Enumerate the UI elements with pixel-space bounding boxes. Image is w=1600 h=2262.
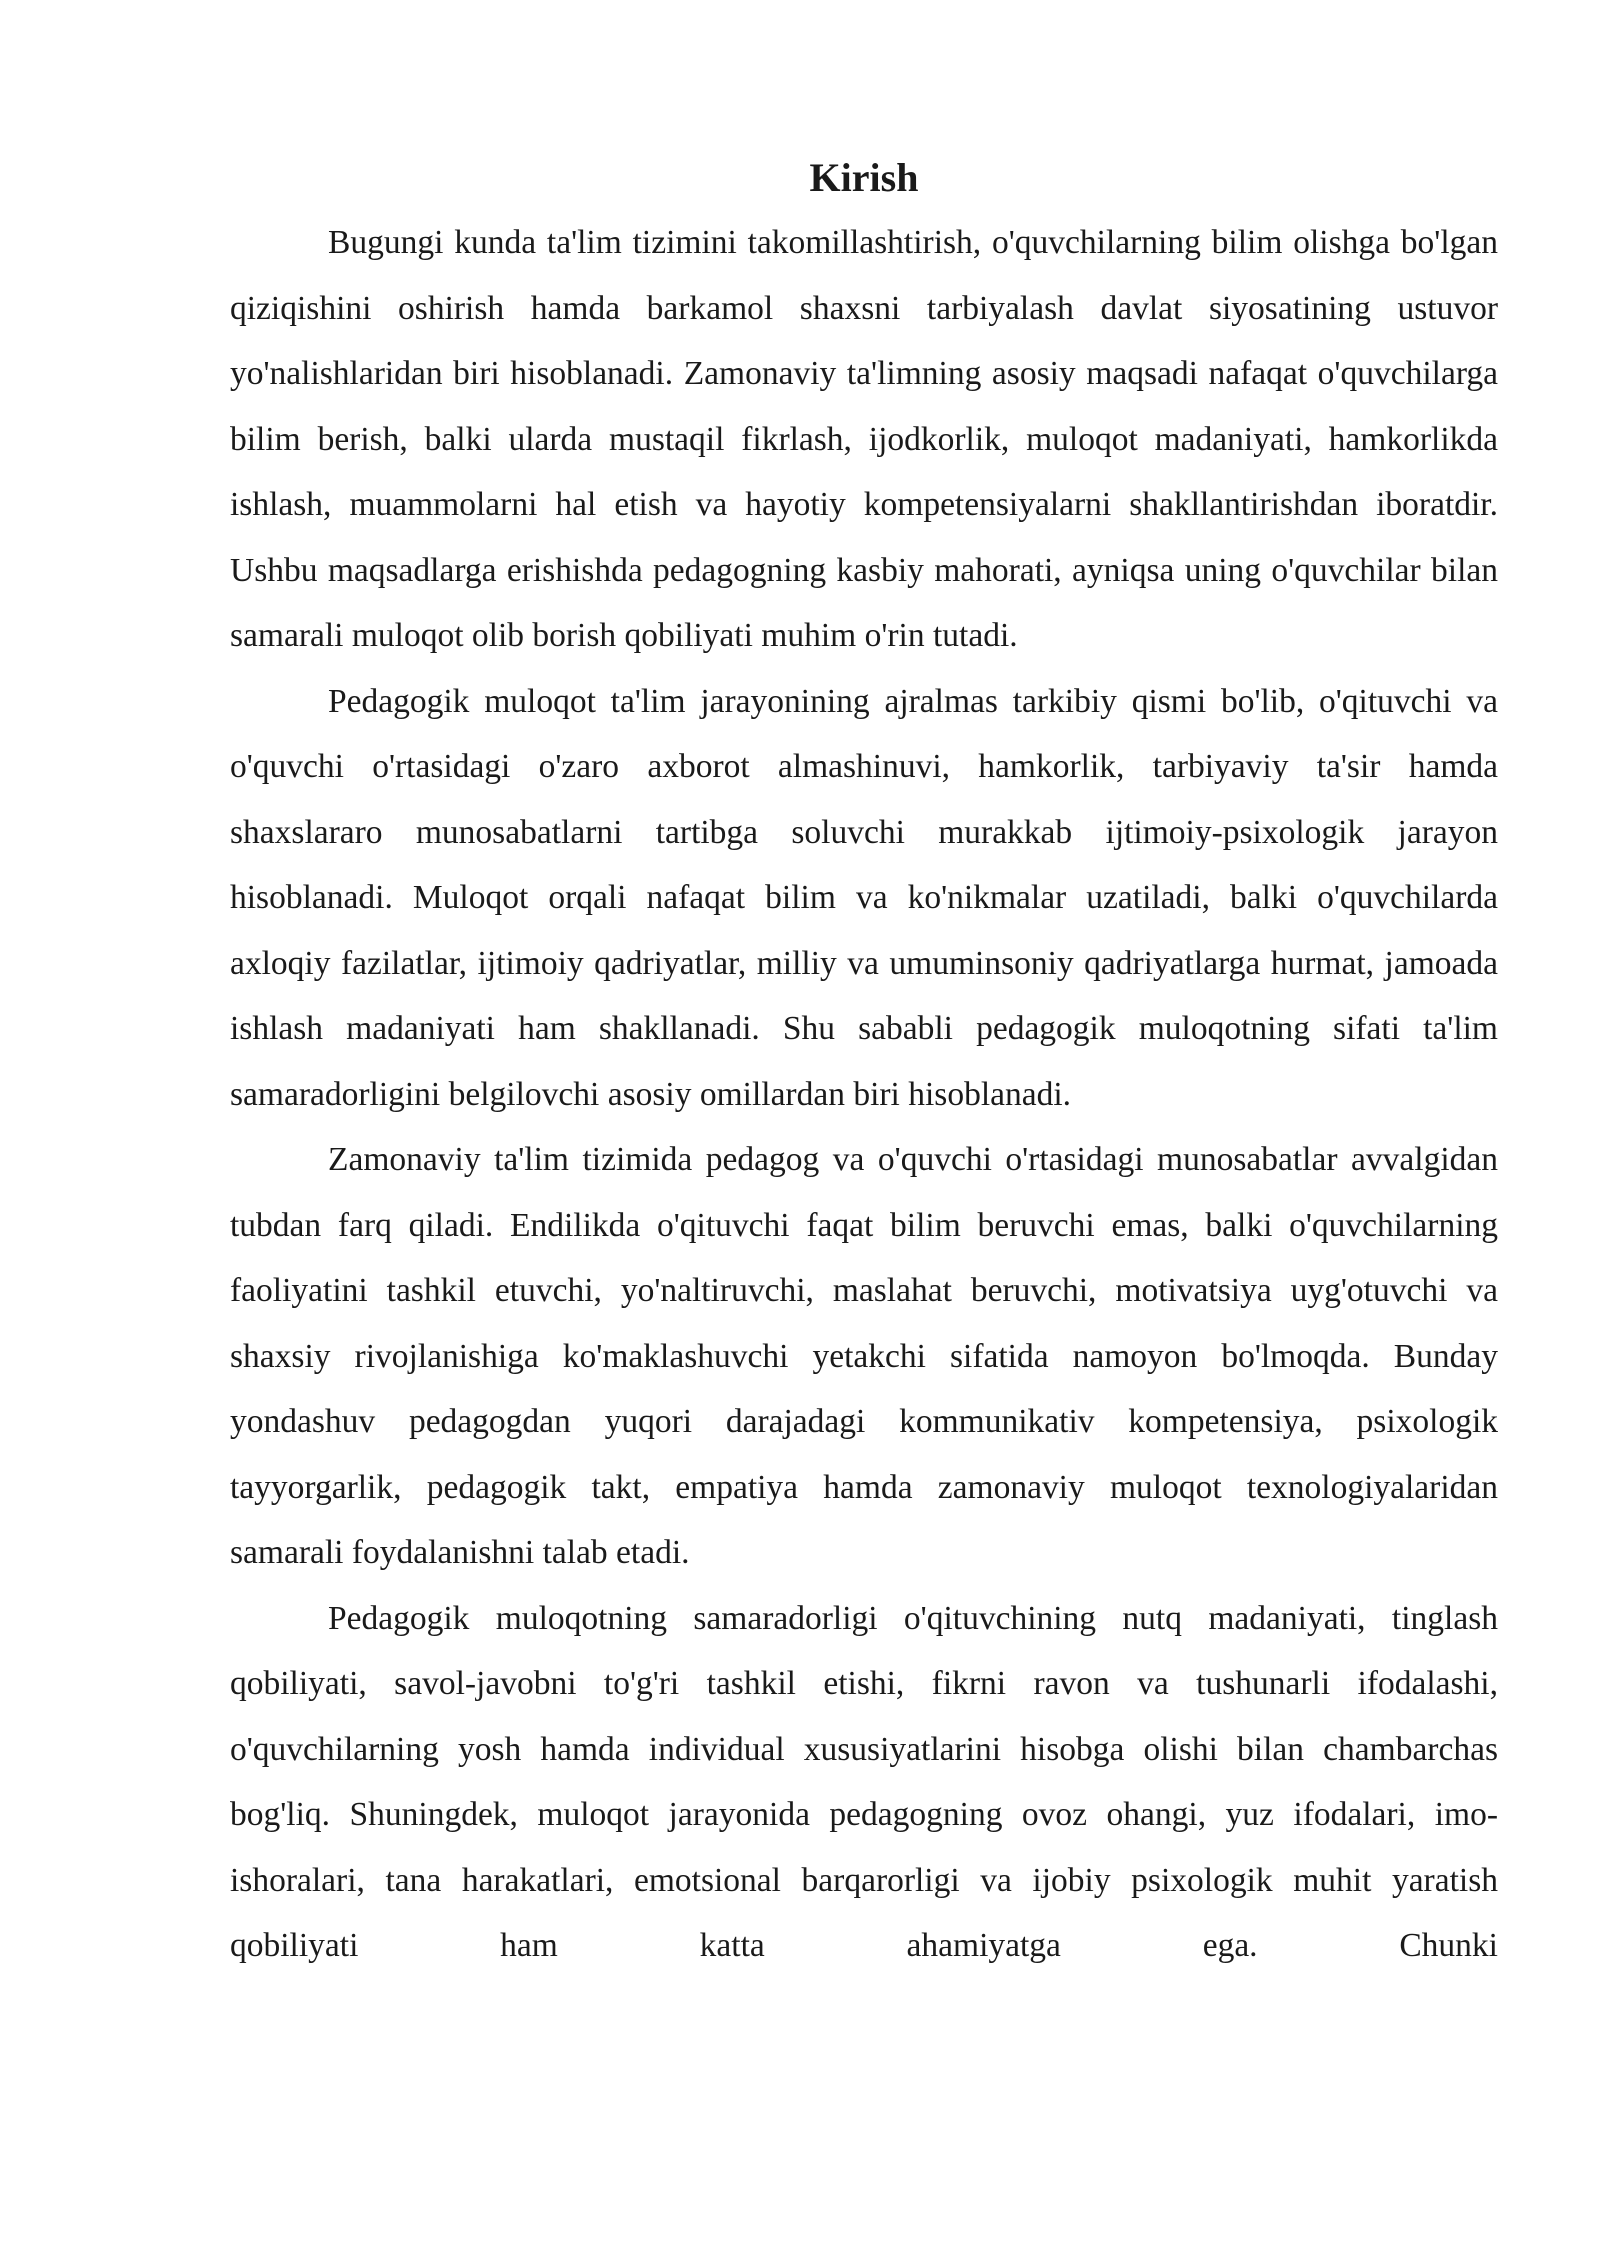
document-title: Kirish bbox=[809, 155, 919, 200]
paragraph-2: Pedagogik muloqot ta'lim jarayonining ajralmas tarkibiy qismi bo'lib, o'qituvchi va o'quvchi o'rtasidagi o'zaro axborot almashinuvi, hamkorlik, tarbiyaviy ta'sir hamda shaxslararo munosabatlarni tartibga soluvchi murakkab ijtimoiy-psixologik jarayon hisoblanadi. Muloqot orqali nafaqat bilim va ko'nikmalar uzatiladi, balki o'quvchilarda axloqiy fazilatlar, ijtimoiy qadriyatlar, milliy va umuminsoniy qadriyatlarga hurmat, jamoada ishlash madaniyati ham shakllanadi. Shu sababli pedagogik muloqotning sifati ta'lim samaradorligini belgilovchi asosiy omillardan biri hisoblanadi. bbox=[230, 682, 1498, 1113]
document-page bbox=[230, 148, 1498, 1979]
paragraph-1: Bugungi kunda ta'lim tizimini takomillashtirish, o'quvchilarning bilim olishga bo'lgan qiziqishini oshirish hamda barkamol shaxsni tarbiyalash davlat siyosatining ustuvor yo'nalishlaridan biri hisoblanadi. Zamonaviy ta'limning asosiy maqsadi nafaqat o'quvchilarga bilim berish, balki ularda mustaqil fikrlash, ijodkorlik, muloqot madaniyati, hamkorlikda ishlash, muammolarni hal etish va hayotiy kompetensiyalarni shakllantirishdan iboratdir. Ushbu maqsadlarga erishishda pedagogning kasbiy mahorati, ayniqsa uning o'quvchilar bilan samarali muloqot olib borish qobiliyati muhim o'rin tutadi. bbox=[230, 224, 1498, 654]
paragraph-3: Zamonaviy ta'lim tizimida pedagog va o'quvchi o'rtasidagi munosabatlar avvalgidan tubdan farq qiladi. Endilikda o'qituvchi faqat bilim beruvchi emas, balki o'quvchilarning faoliyatini tashkil etuvchi, yo'naltiruvchi, maslahat beruvchi, motivatsiya uyg'otuvchi va shaxsiy rivojlanishiga ko'maklashuvchi yetakchi sifatida namoyon bo'lmoqda. Bunday yondashuv pedagogdan yuqori darajadagi kommunikativ kompetensiya, psixologik tayyorgarlik, pedagogik takt, empatiya hamda zamonaviy muloqot texnologiyalaridan samarali foydalanishni talab etadi. bbox=[230, 1141, 1498, 1571]
paragraph-4: Pedagogik muloqotning samaradorligi o'qituvchining nutq madaniyati, tinglash qobiliyati, savol-javobni to'g'ri tashkil etishi, fikrni ravon va tushunarli ifodalashi, o'quvchilarning yosh hamda individual xususiyatlarini hisobga olishi bilan chambarchas bog'liq. Shuningdek, muloqot jarayonida pedagogning ovoz ohangi, yuz ifodalari, imo-ishoralari, tana harakatlari, emotsional barqarorligi va ijobiy psixologik muhit yaratish qobiliyati ham katta ahamiyatga ega. Chunki bbox=[230, 1599, 1498, 1964]
